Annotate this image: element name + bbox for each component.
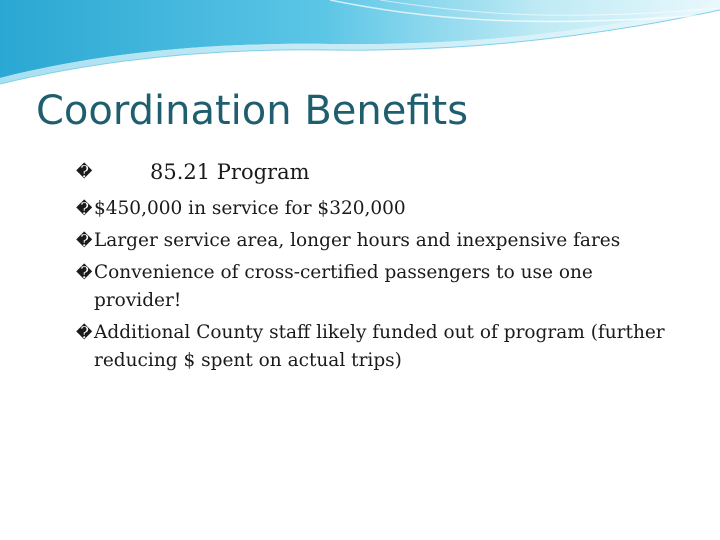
bullet-icon: � xyxy=(76,199,93,218)
list-item-text: Larger service area, longer hours and inexpensive fares xyxy=(94,230,621,251)
bullet-icon: � xyxy=(76,263,93,282)
bullet-icon: � xyxy=(76,231,93,250)
header-wave-decoration xyxy=(0,0,720,90)
list-item-text: Additional County staff likely funded out of program (further reducing $ spent on actual trips) xyxy=(94,322,665,371)
list-item xyxy=(0,259,684,315)
slide-title: Coordination Benefits xyxy=(36,88,469,134)
list-item-text: 85.21 Program xyxy=(150,160,310,184)
list-item xyxy=(0,195,684,223)
list-item-text: $450,000 in service for $320,000 xyxy=(94,198,406,219)
bullet-list xyxy=(0,157,720,379)
list-item xyxy=(0,227,684,255)
list-item-text: Convenience of cross-certified passengers to use one provider! xyxy=(94,262,593,311)
bullet-icon: � xyxy=(76,162,93,181)
list-item-level1 xyxy=(0,157,720,187)
bullet-icon: � xyxy=(76,323,93,342)
list-item xyxy=(0,319,684,375)
